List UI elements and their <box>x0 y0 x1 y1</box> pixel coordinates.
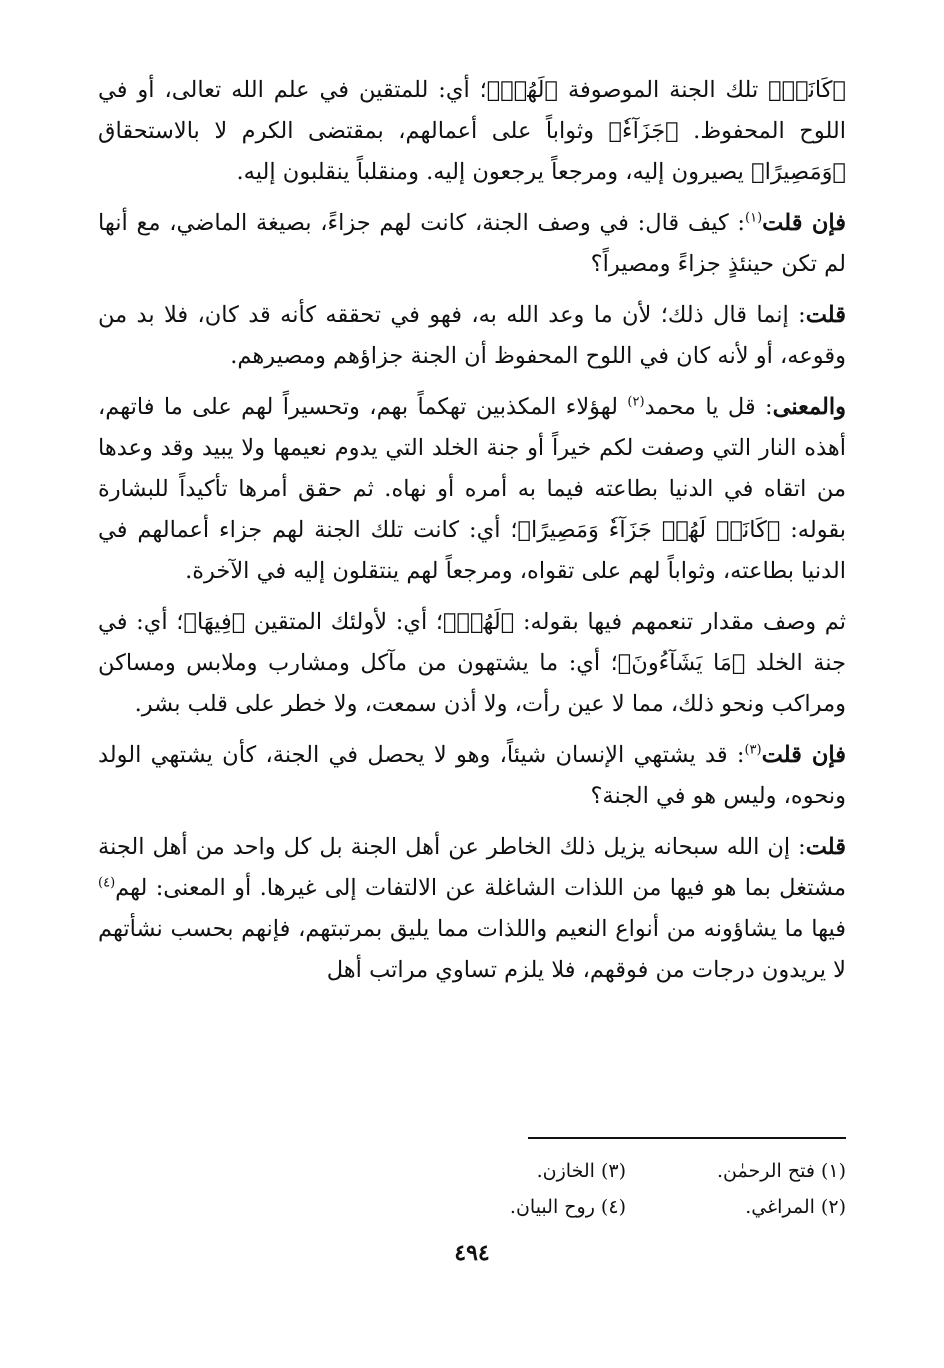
footnote-ref: (١) <box>745 210 763 226</box>
footnote-item: (٣) الخازن. <box>536 1160 626 1182</box>
paragraph-text: : إن الله سبحانه يزيل ذلك الخاطر عن أهل الجنة بل كل واحد من أهل الجنة مشتغل بما هو فيها من اللذات الشاغلة عن الالتفات إلى غيرها. أو المعنى: لهم <box>98 834 846 901</box>
paragraph-text: ﴿كَانَتۡ﴾ تلك الجنة الموصوفة ﴿لَهُمۡ﴾؛ أي: للمتقين في علم الله تعالى، أو في اللوح المحفوظ. ﴿جَزَآءٗ﴾ وثواباً على أعمالهم، بمقتضى الكرم لا بالاستحقاق ﴿وَمَصِيرًا﴾ يصيرون إليه، ومرجعاً يرجعون إليه. ومنقلباً ينقلبون إليه. <box>98 77 846 185</box>
paragraph-text-cont: لهؤلاء المكذبين تهكماً بهم، وتحسيراً لهم على ما فاتهم، أهذه النار التي وصفت لكم خيراً أو جنة الخلد التي يدوم نعيمها ولا يبيد وقد وعدها من اتقاه في الدنيا بطاعته فيما به أمره أو نهاه. ثم حقق أمرها تأكيداً للبشارة بقوله: ﴿كَانَتۡ لَهُمۡ جَزَآءٗ وَمَصِيرًا﴾؛ أي: كانت تلك الجنة لهم جزاء أعمالهم في الدنيا بطاعته، وثواباً لهم على تقواه، ومرجعاً لهم ينتقلون إليه في الآخرة. <box>98 394 846 584</box>
paragraph-6 <box>98 735 846 817</box>
footnote-divider <box>528 1137 846 1139</box>
paragraph-text: : كيف قال: في وصف الجنة، كانت لهم جزاءً، بصيغة الماضي، مع أنها لم تكن حينئذٍ جزاءً ومصيراً؟ <box>98 210 846 277</box>
paragraph-text: : قد يشتهي الإنسان شيئاً، وهو لا يحصل في الجنة، كأن يشتهي الولد ونحوه، وليس هو في الجنة؟ <box>98 742 846 809</box>
footnote-item: (٢) المراغي. <box>745 1196 846 1218</box>
main-text <box>98 70 846 1001</box>
answer-label: قلت <box>805 834 846 860</box>
paragraph-text-cont: فيها ما يشاؤونه من أنواع النعيم واللذات مما يليق بمرتبتهم، فإنهم بحسب نشأتهم لا يريدون درجات من فوقهم، فلا يلزم تساوي مراتب أهل <box>98 916 846 983</box>
footnote-ref: (٤) <box>98 875 116 891</box>
meaning-label: والمعنى <box>772 394 846 420</box>
paragraph-4 <box>98 387 846 592</box>
footnotes <box>98 1153 846 1225</box>
question-label: فإن قلت <box>762 210 846 236</box>
paragraph-2 <box>98 203 846 285</box>
footnote-item: (١) فتح الرحمٰن. <box>717 1160 846 1182</box>
answer-label: قلت <box>805 302 846 328</box>
paragraph-5 <box>98 602 846 725</box>
paragraph-text: : إنما قال ذلك؛ لأن ما وعد الله به، فهو في تحققه كأنه قد كان، فلا بد من وقوعه، أو لأنه كان في اللوح المحفوظ أن الجنة جزاؤهم ومصيرهم. <box>98 302 846 369</box>
question-label: فإن قلت <box>761 742 846 768</box>
paragraph-text: : قل يا محمد <box>644 394 773 420</box>
paragraph-7 <box>98 827 846 991</box>
footnote-item: (٤) روح البيان. <box>509 1196 626 1218</box>
paragraph-3 <box>98 295 846 377</box>
footnote-ref: (٢) <box>627 394 645 410</box>
footnote-row <box>98 1189 846 1225</box>
page-number: ٤٩٤ <box>454 1240 490 1266</box>
paragraph-text: ثم وصف مقدار تنعمهم فيها بقوله: ﴿لَهُمۡ﴾؛ أي: لأولئك المتقين ﴿فِيهَا﴾؛ أي: في جنة الخلد ﴿مَا يَشَآءُونَ﴾؛ أي: ما يشتهون من مآكل ومشارب وملابس ومساكن ومراكب ونحو ذلك، مما لا عين رأت، ولا أذن سمعت، ولا خطر على قلب بشر. <box>98 609 846 717</box>
paragraph-1 <box>98 70 846 193</box>
footnote-ref: (٣) <box>744 742 762 758</box>
footnote-row <box>98 1153 846 1189</box>
